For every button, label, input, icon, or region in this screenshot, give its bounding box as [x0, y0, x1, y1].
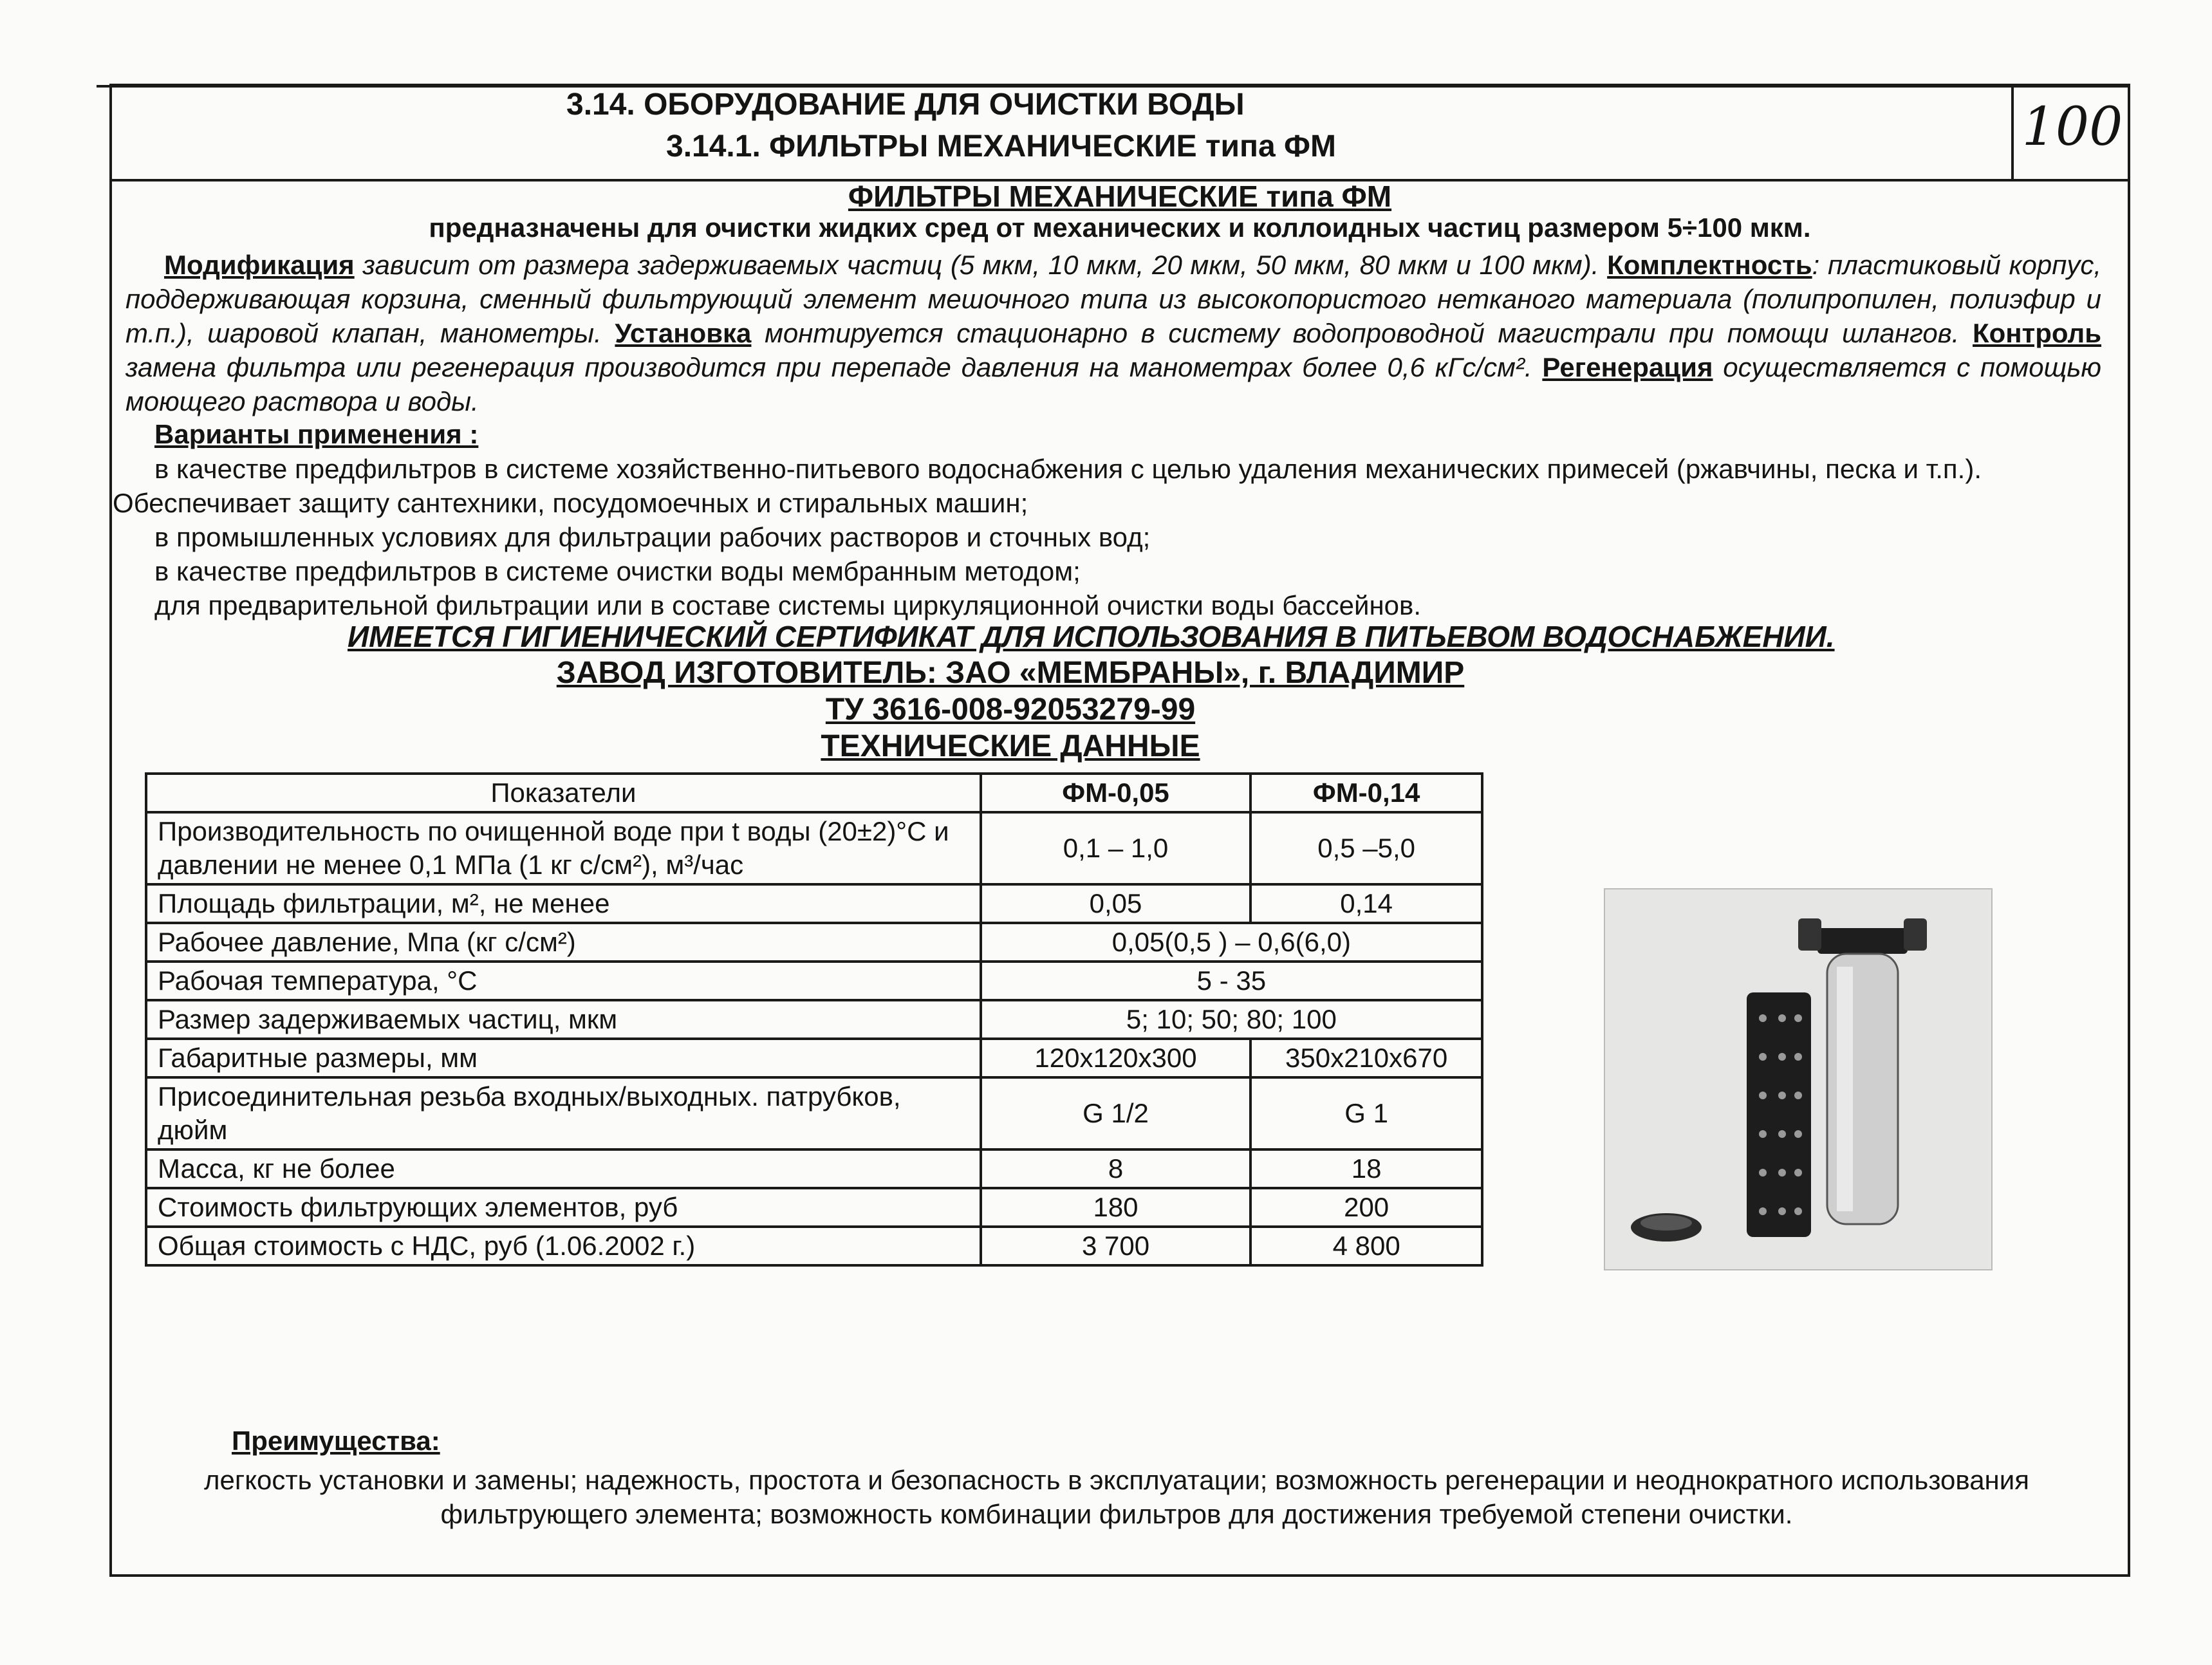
intro-title: ФИЛЬТРЫ МЕХАНИЧЕСКИЕ типа ФМ [848, 180, 1392, 213]
row-label: Стоимость фильтрующих элементов, руб [146, 1188, 981, 1227]
applications-title: Варианты применения : [154, 419, 479, 449]
control-label: Контроль [1973, 318, 2102, 348]
row-value: 0,1 – 1,0 [981, 812, 1251, 884]
row-value: 5; 10; 50; 80; 100 [981, 1000, 1482, 1039]
row-value: 8 [981, 1149, 1251, 1188]
kit-text: : пластиковый корпус, поддерживающая корзина, сменный фильтрующий элемент мешочного типа из высокопористого нетканого материала (полипропилен, полиэфир и т.п.), шаровой клапан, манометры. [125, 250, 2101, 348]
table-header-row [146, 774, 1482, 812]
application-item: в промышленных условиях для фильтрации рабочих растворов и сточных вод; [154, 522, 1151, 552]
install-label: Установка [615, 318, 752, 348]
row-value: 0,05(0,5 ) – 0,6(6,0) [981, 923, 1482, 962]
row-value: 120x120x300 [981, 1039, 1251, 1077]
filter-photo [1604, 888, 1993, 1270]
row-value: 5 - 35 [981, 962, 1482, 1000]
application-item: для предварительной фильтрации или в составе системы циркуляционной очистки воды бассейнов. [154, 590, 1421, 620]
row-value: 0,5 –5,0 [1250, 812, 1482, 884]
row-value: G 1 [1250, 1077, 1482, 1149]
install-text: монтируется стационарно в систему водопроводной магистрали при помощи шлангов. [751, 318, 1973, 348]
certificate-note: ИМЕЕТСЯ ГИГИЕНИЧЕСКИЙ СЕРТИФИКАТ ДЛЯ ИСПОЛЬЗОВАНИЯ В ПИТЬЕВОМ ВОДОСНАБЖЕНИИ. [348, 620, 1835, 653]
row-value: 0,14 [1250, 884, 1482, 923]
row-value: 350x210x670 [1250, 1039, 1482, 1077]
row-value: 200 [1250, 1188, 1482, 1227]
spec-code: ТУ 3616-008-92053279-99 [825, 693, 1196, 727]
regen-text: осуществляется с помощью моющего раствора и воды. [125, 352, 2101, 416]
mod-text: зависит от размера задерживаемых частиц (5 мкм, 10 мкм, 20 мкм, 50 мкм, 80 мкм и 100 мкм). [354, 250, 1608, 280]
table-row [146, 812, 1482, 884]
description-paragraph [125, 248, 2101, 418]
advantages-text: легкость установки и замены; надежность, простота и безопасность в эксплуатации; возможность регенерации и неоднократного использования фильтрующего элемента; возможность комбинации фильтров для достижения требуемой степени очистки. [204, 1465, 2029, 1529]
page-number: 100 [2021, 97, 2123, 158]
subsection-title: 3.14.1. ФИЛЬТРЫ МЕХАНИЧЕСКИЕ типа ФМ [666, 129, 1336, 163]
header-cell: Показатели [146, 774, 981, 812]
advantages-title: Преимущества: [232, 1426, 440, 1456]
table-row [146, 1039, 1482, 1077]
row-label: Масса, кг не более [146, 1149, 981, 1188]
row-label: Производительность по очищенной воде при t воды (20±2)°C и давлении не менее 0,1 МПа (1 кг с/см²), м³/час [146, 812, 981, 884]
row-label: Габаритные размеры, мм [146, 1039, 981, 1077]
applications-list [113, 452, 2114, 622]
row-label: Рабочая температура, °C [146, 962, 981, 1000]
application-item: в качестве предфильтров в системе очистки воды мембранным методом; [154, 556, 1081, 586]
header-divider [2011, 85, 2014, 180]
control-text: замена фильтра или регенерация производится при перепаде давления на манометрах более 0,6 кГс/см². [125, 352, 1543, 382]
row-label: Присоединительная резьба входных/выходных. патрубков, дюйм [146, 1077, 981, 1149]
table-row [146, 1227, 1482, 1265]
row-label: Рабочее давление, Мпа (кг с/см²) [146, 923, 981, 962]
table-row [146, 884, 1482, 923]
application-item: в качестве предфильтров в системе хозяйственно-питьевого водоснабжения с целью удаления механических примесей (ржавчины, песка и т.п.). Обеспечивает защиту сантехники, посудомоечных и стиральных машин; [113, 454, 1982, 518]
section-title: 3.14. ОБОРУДОВАНИЕ ДЛЯ ОЧИСТКИ ВОДЫ [566, 88, 1245, 122]
row-label: Площадь фильтрации, м², не менее [146, 884, 981, 923]
tech-data-title: ТЕХНИЧЕСКИЕ ДАННЫЕ [821, 729, 1200, 763]
table-row [146, 962, 1482, 1000]
table-row [146, 1149, 1482, 1188]
filter-photo-illustration [1605, 889, 1991, 1269]
intro-purpose: предназначены для очистки жидких сред от механических и коллоидных частиц размером 5÷100 мкм. [429, 212, 1811, 243]
regen-label: Регенерация [1542, 352, 1713, 382]
header-cell: ФМ-0,14 [1250, 774, 1482, 812]
row-value: 180 [981, 1188, 1251, 1227]
row-value: 18 [1250, 1149, 1482, 1188]
table-row [146, 1188, 1482, 1227]
row-value: G 1/2 [981, 1077, 1251, 1149]
row-label: Общая стоимость с НДС, руб (1.06.2002 г.) [146, 1227, 981, 1265]
row-value: 0,05 [981, 884, 1251, 923]
row-value: 3 700 [981, 1227, 1251, 1265]
table-row [146, 1077, 1482, 1149]
mod-label: Модификация [164, 250, 355, 280]
kit-label: Комплектность [1607, 250, 1812, 280]
spec-table [145, 772, 1483, 1267]
row-label: Размер задерживаемых частиц, мкм [146, 1000, 981, 1039]
table-row [146, 923, 1482, 962]
manufacturer: ЗАВОД ИЗГОТОВИТЕЛЬ: ЗАО «МЕМБРАНЫ», г. ВЛАДИМИР [556, 656, 1465, 690]
table-row [146, 1000, 1482, 1039]
header-cell: ФМ-0,05 [981, 774, 1251, 812]
row-value: 4 800 [1250, 1227, 1482, 1265]
